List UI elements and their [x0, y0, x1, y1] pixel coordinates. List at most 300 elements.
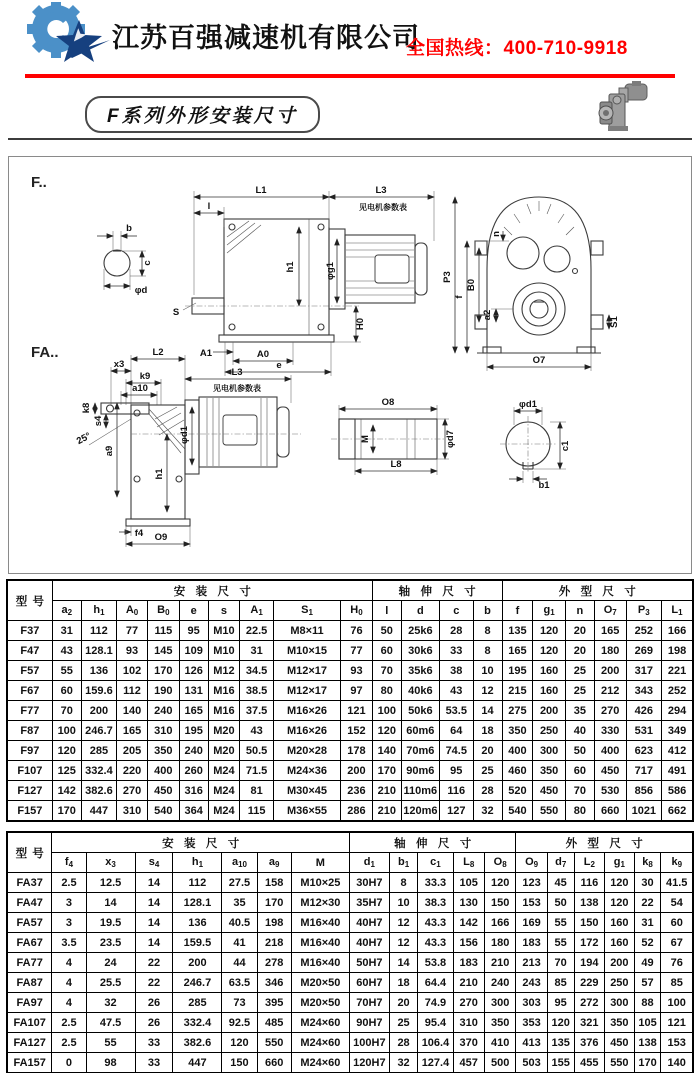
value-cell: 270 — [594, 701, 626, 721]
dim-label-d1-fa: φd1 — [179, 426, 190, 444]
value-cell: 156 — [453, 933, 484, 953]
value-cell: M20×50 — [291, 973, 349, 993]
value-cell: 73 — [222, 993, 257, 1013]
value-cell: 447 — [173, 1053, 222, 1073]
value-cell: 20 — [473, 741, 502, 761]
table-row — [8, 913, 693, 933]
value-cell: 112 — [81, 621, 116, 641]
value-cell: 376 — [574, 1033, 605, 1053]
value-cell: 410 — [484, 1033, 515, 1053]
value-cell: 100 — [52, 721, 81, 741]
dim-label-a9: a9 — [104, 445, 115, 457]
value-cell: 14 — [135, 893, 173, 913]
bore-section-view — [500, 399, 571, 491]
column-header: $L_8$ — [453, 853, 484, 873]
value-cell: 92.5 — [222, 1013, 257, 1033]
fa-view-label: FA.. — [31, 344, 59, 361]
value-cell: 102 — [117, 661, 148, 681]
value-cell: 321 — [574, 1013, 605, 1033]
value-cell: 198 — [662, 641, 693, 661]
value-cell: 198 — [257, 913, 291, 933]
value-cell: 25 — [389, 1013, 418, 1033]
value-cell: 24 — [86, 953, 135, 973]
value-cell: 332.4 — [173, 1013, 222, 1033]
value-cell: 93 — [341, 661, 373, 681]
dim-label-d: φd — [134, 285, 148, 296]
value-cell: 200 — [81, 701, 116, 721]
value-cell: 550 — [605, 1053, 635, 1073]
value-cell: 138 — [634, 1033, 661, 1053]
value-cell: 142 — [52, 781, 81, 801]
value-cell: 3 — [52, 913, 86, 933]
column-header: $a_9$ — [257, 853, 291, 873]
value-cell: 170 — [372, 761, 401, 781]
value-cell: 303 — [516, 993, 547, 1013]
value-cell: 250 — [605, 973, 635, 993]
value-cell: 4 — [52, 953, 86, 973]
value-cell: 153 — [516, 893, 547, 913]
value-cell: 152 — [341, 721, 373, 741]
value-cell: 4 — [52, 973, 86, 993]
dim-label-O7: O7 — [532, 355, 546, 366]
value-cell: 210 — [372, 801, 401, 821]
value-cell: 1021 — [626, 801, 661, 821]
value-cell: 31 — [52, 621, 81, 641]
value-cell: 63.5 — [222, 973, 257, 993]
value-cell: 540 — [502, 801, 533, 821]
value-cell: 285 — [81, 741, 116, 761]
column-header: $b_1$ — [389, 853, 418, 873]
value-cell: 135 — [547, 1033, 574, 1053]
dim-label-L1: L1 — [255, 185, 267, 196]
column-header: $g_1$ — [605, 853, 635, 873]
value-cell: 310 — [453, 1013, 484, 1033]
value-cell: 28 — [439, 621, 473, 641]
value-cell: 8 — [473, 621, 502, 641]
column-header: $a_2$ — [52, 601, 81, 621]
value-cell: 76 — [661, 953, 693, 973]
column-header-model: 型号 — [8, 833, 52, 873]
value-cell: 200 — [594, 661, 626, 681]
value-cell: 503 — [516, 1053, 547, 1073]
value-cell: 33 — [135, 1053, 173, 1073]
value-cell: 40.5 — [222, 913, 257, 933]
value-cell: 212 — [594, 681, 626, 701]
value-cell: 106.4 — [418, 1033, 453, 1053]
value-cell: 155 — [547, 1053, 574, 1073]
model-cell: FA37 — [8, 873, 52, 893]
value-cell: 450 — [533, 781, 566, 801]
value-cell: 300 — [605, 993, 635, 1013]
value-cell: 33 — [439, 641, 473, 661]
value-cell: 25.5 — [86, 973, 135, 993]
value-cell: 457 — [453, 1053, 484, 1073]
value-cell: 64.4 — [418, 973, 453, 993]
value-cell: 40H7 — [349, 933, 389, 953]
dim-label-L2: L2 — [152, 347, 164, 358]
value-cell: 412 — [662, 741, 693, 761]
value-cell: 190 — [147, 681, 179, 701]
column-header: d — [401, 601, 439, 621]
value-cell: 10 — [473, 661, 502, 681]
dim-label-h1: h1 — [285, 261, 296, 273]
dark-divider — [8, 138, 692, 140]
model-cell: FA77 — [8, 953, 52, 973]
value-cell: 28 — [473, 781, 502, 801]
value-cell: 47.5 — [86, 1013, 135, 1033]
value-cell: 270 — [453, 993, 484, 1013]
value-cell: 50k6 — [401, 701, 439, 721]
value-cell: 12 — [389, 933, 418, 953]
column-header: $B_0$ — [147, 601, 179, 621]
value-cell: 70 — [52, 701, 81, 721]
value-cell: M20×28 — [273, 741, 340, 761]
dim-label-k8: k8 — [81, 402, 92, 414]
table-row — [8, 621, 693, 641]
value-cell: 32 — [86, 993, 135, 1013]
value-cell: M10 — [208, 641, 240, 661]
value-cell: M24 — [208, 761, 240, 781]
value-cell: 45 — [547, 873, 574, 893]
value-cell: 491 — [662, 761, 693, 781]
value-cell: 272 — [574, 993, 605, 1013]
value-cell: 120 — [605, 893, 635, 913]
model-cell: FA57 — [8, 913, 52, 933]
value-cell: 60 — [52, 681, 81, 701]
value-cell: 20 — [565, 621, 594, 641]
value-cell: 294 — [662, 701, 693, 721]
value-cell: 70m6 — [401, 741, 439, 761]
dim-label-b: b — [126, 223, 132, 234]
value-cell: 25 — [565, 661, 594, 681]
value-cell: M24×60 — [291, 1033, 349, 1053]
value-cell: 150 — [484, 893, 515, 913]
value-cell: M16×40 — [291, 953, 349, 973]
value-cell: 240 — [147, 701, 179, 721]
value-cell: 135 — [502, 621, 533, 641]
value-cell: 71.5 — [240, 761, 274, 781]
value-cell: 2.5 — [52, 873, 86, 893]
value-cell: 170 — [634, 1053, 661, 1073]
value-cell: 350 — [502, 721, 533, 741]
motor-note: 见电机参数表 — [359, 203, 407, 212]
value-cell: 450 — [605, 1033, 635, 1053]
value-cell: 120m6 — [401, 801, 439, 821]
value-cell: 77 — [117, 621, 148, 641]
value-cell: M10 — [208, 621, 240, 641]
value-cell: 109 — [179, 641, 208, 661]
dim-label-f: f — [454, 295, 465, 299]
value-cell: 100 — [372, 701, 401, 721]
value-cell: 115 — [147, 621, 179, 641]
column-header: s — [208, 601, 240, 621]
column-header: $h_1$ — [81, 601, 116, 621]
value-cell: M10×15 — [273, 641, 340, 661]
value-cell: 95 — [439, 761, 473, 781]
value-cell: 343 — [626, 681, 661, 701]
dim-label-O8: O8 — [381, 397, 395, 408]
value-cell: 278 — [257, 953, 291, 973]
value-cell: 170 — [257, 893, 291, 913]
column-group-header: 安装尺寸 — [52, 581, 372, 601]
value-cell: 160 — [533, 661, 566, 681]
column-header: f — [502, 601, 533, 621]
table-row — [8, 801, 693, 821]
fa-side-view — [75, 347, 301, 547]
column-header: b — [473, 601, 502, 621]
value-cell: 120 — [484, 873, 515, 893]
dim-label-g1: φg1 — [325, 262, 336, 280]
table-row — [8, 761, 693, 781]
value-cell: 500 — [484, 1053, 515, 1073]
value-cell: 55 — [547, 913, 574, 933]
value-cell: 350 — [484, 1013, 515, 1033]
fa-series-dimensions-table — [7, 832, 693, 1073]
value-cell: 662 — [662, 801, 693, 821]
value-cell: M20 — [208, 721, 240, 741]
value-cell: M16×40 — [291, 933, 349, 953]
value-cell: 30k6 — [401, 641, 439, 661]
value-cell: 213 — [516, 953, 547, 973]
value-cell: 400 — [502, 741, 533, 761]
value-cell: 195 — [179, 721, 208, 741]
value-cell: 120 — [547, 1013, 574, 1033]
value-cell: 23.5 — [86, 933, 135, 953]
f-front-view — [442, 197, 620, 371]
value-cell: M16×26 — [273, 701, 340, 721]
value-cell: 8 — [473, 641, 502, 661]
value-cell: M8×11 — [273, 621, 340, 641]
model-cell: F157 — [8, 801, 53, 821]
value-cell: 120 — [605, 873, 635, 893]
value-cell: 38.3 — [418, 893, 453, 913]
value-cell: 50 — [547, 893, 574, 913]
value-cell: 33 — [135, 1033, 173, 1053]
value-cell: 80 — [372, 681, 401, 701]
value-cell: 53.8 — [418, 953, 453, 973]
value-cell: 128.1 — [81, 641, 116, 661]
dim-label-a2: a2 — [482, 309, 493, 321]
value-cell: 52 — [634, 933, 661, 953]
value-cell: 20 — [565, 641, 594, 661]
value-cell: 18 — [473, 721, 502, 741]
value-cell: 136 — [81, 661, 116, 681]
value-cell: 165 — [117, 721, 148, 741]
value-cell: 170 — [147, 661, 179, 681]
model-cell: FA127 — [8, 1033, 52, 1053]
value-cell: 2.5 — [52, 1033, 86, 1053]
value-cell: 364 — [179, 801, 208, 821]
column-header: $A_1$ — [240, 601, 274, 621]
value-cell: 260 — [179, 761, 208, 781]
value-cell: M16 — [208, 681, 240, 701]
value-cell: 31 — [634, 913, 661, 933]
value-cell: 166 — [662, 621, 693, 641]
value-cell: 346 — [257, 973, 291, 993]
table-row — [8, 953, 693, 973]
table-row — [8, 1013, 693, 1033]
model-cell: FA97 — [8, 993, 52, 1013]
value-cell: 38.5 — [240, 681, 274, 701]
column-header: $A_0$ — [117, 601, 148, 621]
value-cell: 93 — [117, 641, 148, 661]
table-row — [8, 681, 693, 701]
value-cell: 160 — [533, 681, 566, 701]
column-header: $L_1$ — [662, 601, 693, 621]
value-cell: 252 — [662, 681, 693, 701]
value-cell: 200 — [605, 953, 635, 973]
value-cell: 220 — [117, 761, 148, 781]
value-cell: 40 — [565, 721, 594, 741]
table-row — [8, 893, 693, 913]
dim-label-A1: A1 — [199, 348, 213, 359]
company-name: 江苏百强减速机有限公司 — [112, 23, 420, 53]
value-cell: 485 — [257, 1013, 291, 1033]
value-cell: M24 — [208, 781, 240, 801]
value-cell: 145 — [147, 641, 179, 661]
value-cell: 54 — [661, 893, 693, 913]
column-group-header: 轴伸尺寸 — [372, 581, 502, 601]
value-cell: M24×60 — [291, 1013, 349, 1033]
value-cell: 3.5 — [52, 933, 86, 953]
value-cell: 90m6 — [401, 761, 439, 781]
value-cell: 112 — [173, 873, 222, 893]
value-cell: 285 — [173, 993, 222, 1013]
value-cell: 60 — [661, 913, 693, 933]
value-cell: M36×55 — [273, 801, 340, 821]
value-cell: 215 — [502, 681, 533, 701]
value-cell: 105 — [453, 873, 484, 893]
value-cell: 40H7 — [349, 913, 389, 933]
value-cell: 22 — [634, 893, 661, 913]
value-cell: 12.5 — [86, 873, 135, 893]
model-cell: F107 — [8, 761, 53, 781]
value-cell: 150 — [574, 913, 605, 933]
value-cell: 200 — [341, 761, 373, 781]
value-cell: 400 — [147, 761, 179, 781]
value-cell: 25 — [565, 681, 594, 701]
value-cell: 80 — [565, 801, 594, 821]
value-cell: 100H7 — [349, 1033, 389, 1053]
value-cell: 350 — [605, 1013, 635, 1033]
value-cell: 38 — [439, 661, 473, 681]
value-cell: 97 — [341, 681, 373, 701]
value-cell: 14 — [135, 873, 173, 893]
value-cell: 85 — [661, 973, 693, 993]
column-header: $L_2$ — [574, 853, 605, 873]
table-row — [8, 701, 693, 721]
value-cell: 12 — [473, 681, 502, 701]
f-series-dimensions-table — [7, 580, 693, 821]
dim-label-M: M — [360, 435, 371, 443]
value-cell: 53.5 — [439, 701, 473, 721]
model-cell: F87 — [8, 721, 53, 741]
dim-label-c1: c1 — [560, 440, 571, 452]
value-cell: 25 — [473, 761, 502, 781]
value-cell: 450 — [594, 761, 626, 781]
model-cell: F37 — [8, 621, 53, 641]
value-cell: 194 — [574, 953, 605, 973]
value-cell: 43 — [439, 681, 473, 701]
model-cell: F47 — [8, 641, 53, 661]
model-cell: FA67 — [8, 933, 52, 953]
table-row — [8, 661, 693, 681]
value-cell: 218 — [257, 933, 291, 953]
value-cell: 14 — [135, 933, 173, 953]
value-cell: 60 — [565, 761, 594, 781]
dim-label-l: l — [207, 201, 211, 212]
value-cell: 60H7 — [349, 973, 389, 993]
value-cell: 34.5 — [240, 661, 274, 681]
value-cell: 531 — [626, 721, 661, 741]
column-header: $S_1$ — [273, 601, 340, 621]
value-cell: 95 — [179, 621, 208, 641]
value-cell: 76 — [341, 621, 373, 641]
value-cell: 95.4 — [418, 1013, 453, 1033]
value-cell: 127 — [439, 801, 473, 821]
value-cell: 120 — [222, 1033, 257, 1053]
motor-note-fa: 见电机参数表 — [213, 384, 261, 393]
value-cell: 120H7 — [349, 1053, 389, 1073]
value-cell: 35k6 — [401, 661, 439, 681]
value-cell: 74.5 — [439, 741, 473, 761]
value-cell: 64 — [439, 721, 473, 741]
value-cell: 140 — [117, 701, 148, 721]
value-cell: 55 — [86, 1033, 135, 1053]
value-cell: 172 — [574, 933, 605, 953]
value-cell: 116 — [574, 873, 605, 893]
column-header: $a_{10}$ — [222, 853, 257, 873]
value-cell: 43.3 — [418, 913, 453, 933]
value-cell: 153 — [661, 1033, 693, 1053]
column-header: $O_9$ — [516, 853, 547, 873]
column-group-header: 轴伸尺寸 — [349, 833, 515, 853]
column-header-model: 型号 — [8, 581, 53, 621]
value-cell: 717 — [626, 761, 661, 781]
value-cell: 90H7 — [349, 1013, 389, 1033]
value-cell: 121 — [661, 1013, 693, 1033]
column-header: $c_1$ — [418, 853, 453, 873]
value-cell: 166 — [484, 913, 515, 933]
value-cell: 350 — [533, 761, 566, 781]
value-cell: 55 — [547, 933, 574, 953]
value-cell: 26 — [135, 1013, 173, 1033]
value-cell: 33.3 — [418, 873, 453, 893]
table-row — [8, 1033, 693, 1053]
value-cell: 270 — [117, 781, 148, 801]
value-cell: 57 — [634, 973, 661, 993]
product-photo — [592, 80, 652, 136]
dim-label-c: c — [142, 260, 153, 266]
value-cell: 25k6 — [401, 621, 439, 641]
value-cell: 74.9 — [418, 993, 453, 1013]
column-header: $H_0$ — [341, 601, 373, 621]
dim-label-x3: x3 — [113, 359, 125, 370]
value-cell: 27.5 — [222, 873, 257, 893]
column-header: l — [372, 601, 401, 621]
dim-label-O9: O9 — [154, 532, 168, 543]
value-cell: 19.5 — [86, 913, 135, 933]
value-cell: 138 — [574, 893, 605, 913]
value-cell: 246.7 — [81, 721, 116, 741]
value-cell: 200 — [173, 953, 222, 973]
value-cell: 395 — [257, 993, 291, 1013]
value-cell: 170 — [52, 801, 81, 821]
value-cell: 160 — [605, 913, 635, 933]
value-cell: 28 — [389, 1033, 418, 1053]
value-cell: 246.7 — [173, 973, 222, 993]
value-cell: 210 — [453, 973, 484, 993]
